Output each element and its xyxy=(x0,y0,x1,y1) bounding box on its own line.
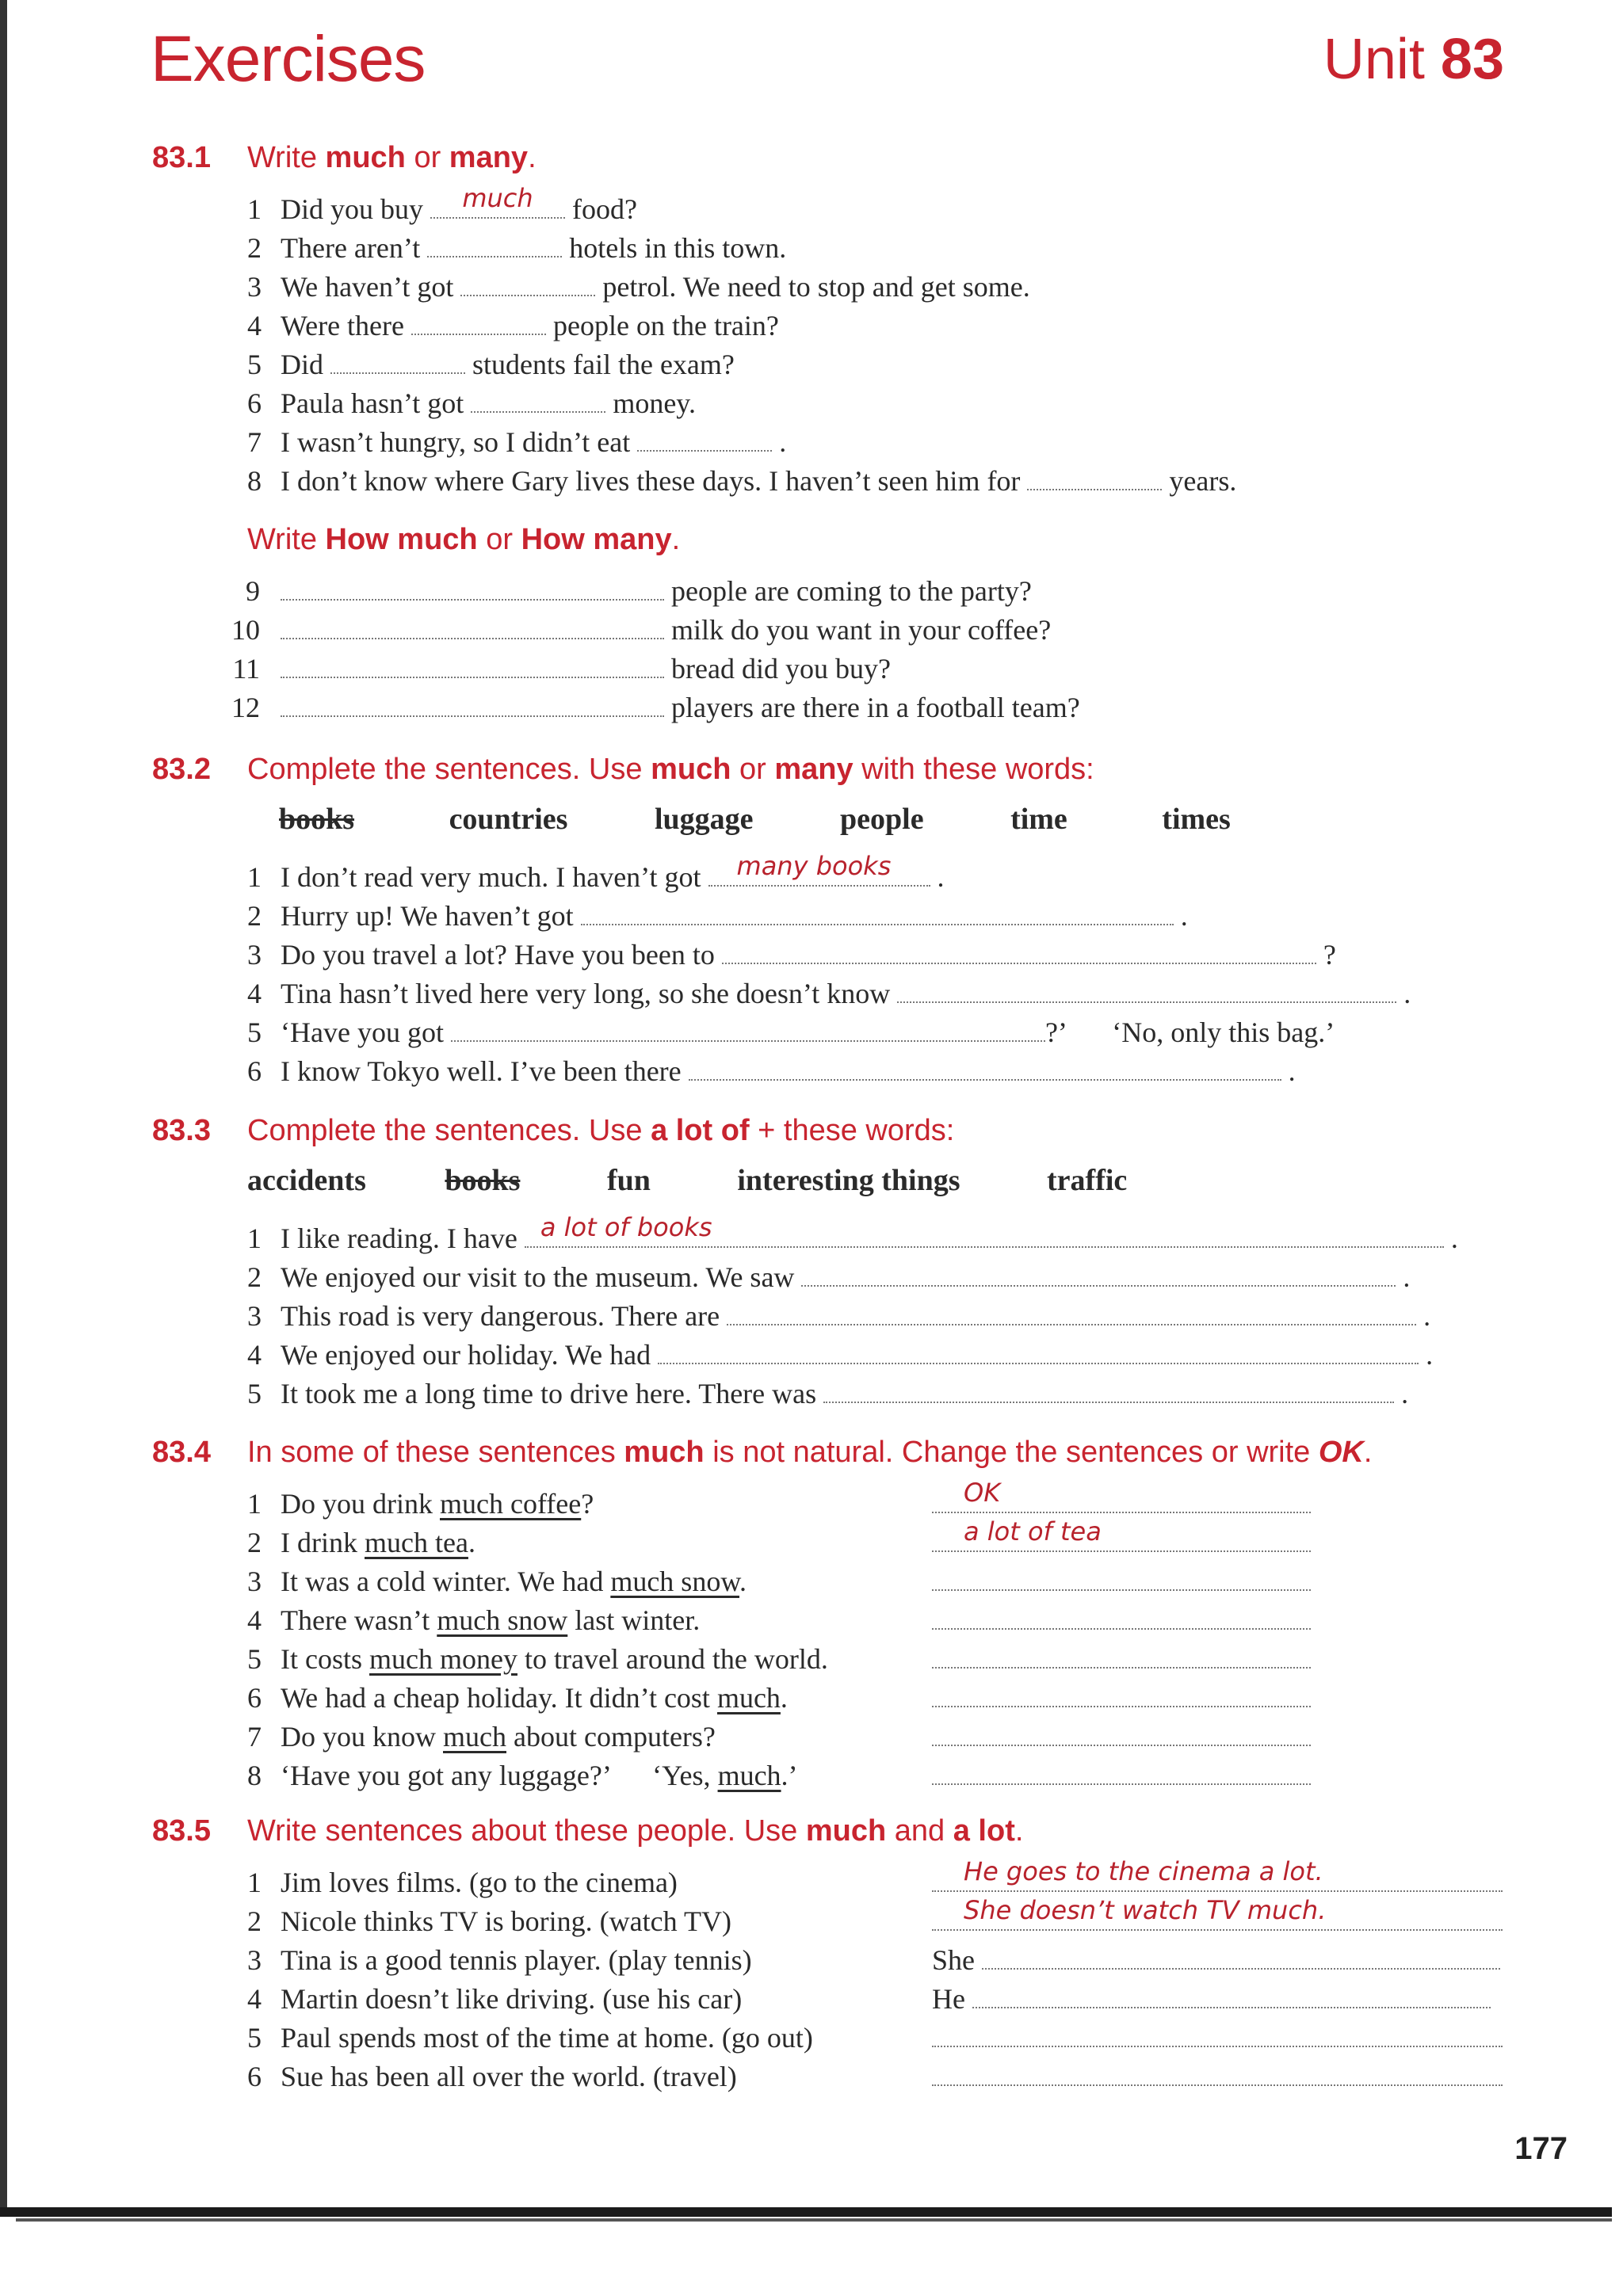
exercise-item: 3 Do you travel a lot? Have you been to ? xyxy=(247,939,1336,971)
exercise-item: 4 Were there people on the train? xyxy=(247,310,779,341)
exercise-instruction: Write sentences about these people. Use much and a lot. xyxy=(247,1814,1024,1848)
answer-blank[interactable] xyxy=(281,575,664,601)
answer-line xyxy=(932,1601,1311,1639)
exercise-number: 83.1 xyxy=(152,141,211,174)
word: fun xyxy=(606,1164,651,1197)
exercise-item: 4 There wasn’t much snow last winter. xyxy=(247,1604,701,1636)
answer-blank[interactable] xyxy=(581,900,1174,925)
exercise-item: 5 Paul spends most of the time at home. (go out) xyxy=(247,2022,813,2054)
answer-blank[interactable] xyxy=(689,1055,1281,1081)
exercise-item: 6 I know Tokyo well. I’ve been there . xyxy=(247,1055,1296,1087)
answer-blank[interactable] xyxy=(330,349,465,374)
word: accidents xyxy=(247,1164,366,1197)
answer-line xyxy=(932,1516,1311,1562)
exercise-instruction: Complete the sentences. Use much or many with these words: xyxy=(247,753,1094,786)
answer-line xyxy=(932,1640,1311,1678)
answer-blank[interactable] xyxy=(727,1300,1416,1325)
exercise-item: 2 We enjoyed our visit to the museum. We saw . xyxy=(247,1261,1411,1293)
answer-line xyxy=(932,2019,1503,2057)
exercise-item: 7 Do you know much about computers? xyxy=(247,1721,716,1753)
unit-label: Unit xyxy=(1323,28,1425,91)
handwritten-answer: a lot of books xyxy=(540,1212,712,1242)
exercise-item: 9 people are coming to the party? xyxy=(246,575,1032,607)
exercise-number: 83.5 xyxy=(152,1814,211,1848)
answer-blank[interactable] xyxy=(281,614,664,639)
exercise-instruction: Complete the sentences. Use a lot of + these words: xyxy=(247,1114,955,1147)
exercise-item: 2 I drink much tea. xyxy=(247,1527,475,1558)
exercise-item: 3 This road is very dangerous. There are . xyxy=(247,1300,1431,1332)
word-box xyxy=(247,802,1231,837)
exercise-item: 2 Nicole thinks TV is boring. (watch TV) xyxy=(247,1905,731,1937)
exercise-item: 3 Tina is a good tennis player. (play tennis) xyxy=(247,1944,752,1976)
exercise-item: 4 We enjoyed our holiday. We had . xyxy=(247,1339,1434,1371)
answer-line xyxy=(932,2058,1503,2096)
answer-blank[interactable] xyxy=(411,310,546,335)
word: people xyxy=(840,803,924,836)
exercise-item: 8 I don’t know where Gary lives these days. I haven’t seen him for years. xyxy=(247,465,1237,497)
bottom-rule-thin xyxy=(16,2218,1612,2222)
answer-blank[interactable] xyxy=(637,426,772,452)
handwritten-answer: a lot of tea xyxy=(964,1516,1102,1547)
answer-blank[interactable] xyxy=(932,1478,1311,1513)
answer-blank[interactable] xyxy=(932,1760,1311,1785)
exercise-item: 6 We had a cheap holiday. It didn’t cost much. xyxy=(247,1682,788,1714)
answer-blank[interactable] xyxy=(932,2061,1503,2086)
exercise-item: 8 ‘Have you got any luggage?’ ‘Yes, much.’ xyxy=(247,1760,798,1791)
answer-blank[interactable] xyxy=(932,1856,1503,1892)
exercise-item: 10 milk do you want in your coffee? xyxy=(231,614,1052,646)
exercise-item: 4 Martin doesn’t like driving. (use his car) xyxy=(247,1983,743,2015)
answer-blank[interactable] xyxy=(722,939,1316,964)
answer-blank[interactable] xyxy=(471,387,605,413)
exercise-instruction: In some of these sentences much is not natural. Change the sentences or write OK. xyxy=(247,1436,1373,1469)
exercise-item: 4 Tina hasn’t lived here very long, so she doesn’t know . xyxy=(247,978,1411,1009)
answer-line: He xyxy=(932,1980,1491,2018)
exercise-item: 5 It costs much money to travel around the world. xyxy=(247,1643,828,1675)
word: luggage xyxy=(654,803,754,836)
exercise-number: 83.3 xyxy=(152,1114,211,1147)
answer-blank[interactable] xyxy=(281,692,664,717)
handwritten-answer: many books xyxy=(736,851,892,881)
answer-blank[interactable] xyxy=(932,1566,1311,1591)
answer-blank[interactable] xyxy=(708,851,930,887)
answer-blank[interactable] xyxy=(932,1516,1311,1552)
answer-blank[interactable] xyxy=(932,1682,1311,1707)
answer-blank[interactable] xyxy=(972,1983,1491,2008)
answer-blank[interactable] xyxy=(932,1721,1311,1746)
exercise-item: 1 Jim loves films. (go to the cinema) xyxy=(247,1867,678,1898)
page-number: 177 xyxy=(1514,2131,1568,2166)
answer-line xyxy=(932,1718,1311,1756)
handwritten-answer: much xyxy=(462,183,533,213)
exercise-item: 1 I don’t read very much. I haven’t got many books . xyxy=(247,858,945,896)
word: times xyxy=(1162,803,1231,836)
exercise-item: 7 I wasn’t hungry, so I didn’t eat . xyxy=(247,426,787,458)
page-title: Exercises xyxy=(151,23,426,95)
answer-blank[interactable] xyxy=(801,1261,1396,1287)
exercise-item: 5 Did students fail the exam? xyxy=(247,349,735,380)
answer-line xyxy=(932,1679,1311,1717)
answer-blank[interactable] xyxy=(932,1604,1311,1630)
exercise-item: 1 Did you buy much food? xyxy=(247,190,637,228)
exercise-instruction: Write How much or How many. xyxy=(247,523,681,556)
answer-blank[interactable] xyxy=(982,1944,1500,1970)
exercise-item: 5 ‘Have you got ?’ ‘No, only this bag.’ xyxy=(247,1016,1335,1048)
word: time xyxy=(1010,803,1067,836)
exercise-item: 5 It took me a long time to drive here. There was . xyxy=(247,1378,1409,1409)
exercise-item: 6 Paula hasn’t got money. xyxy=(247,387,696,419)
answer-blank[interactable] xyxy=(281,653,664,678)
word: books xyxy=(445,1164,521,1197)
binding-edge xyxy=(0,0,7,2210)
answer-line xyxy=(932,1756,1311,1794)
word: countries xyxy=(449,803,568,836)
exercise-item: 2 There aren’t hotels in this town. xyxy=(247,232,787,264)
answer-blank[interactable] xyxy=(932,2022,1503,2047)
handwritten-answer: OK xyxy=(964,1478,1001,1508)
unit-number: 83 xyxy=(1440,28,1504,91)
handwritten-answer: He goes to the cinema a lot. xyxy=(964,1856,1323,1886)
answer-blank[interactable] xyxy=(658,1339,1419,1364)
answer-blank[interactable] xyxy=(932,1895,1503,1931)
answer-blank[interactable] xyxy=(1027,465,1162,490)
exercise-item: 6 Sue has been all over the world. (travel) xyxy=(247,2061,737,2092)
answer-blank[interactable] xyxy=(932,1643,1311,1669)
word-box xyxy=(247,1163,1127,1198)
exercise-item: 1 Do you drink much coffee? xyxy=(247,1488,594,1520)
word: books xyxy=(279,803,355,836)
handwritten-answer: She doesn’t watch TV much. xyxy=(964,1895,1327,1925)
bottom-rule xyxy=(0,2207,1612,2217)
answer-line xyxy=(932,1895,1503,1940)
exercise-item: 3 It was a cold winter. We had much snow. xyxy=(247,1566,747,1597)
word: interesting things xyxy=(737,1164,960,1197)
answer-blank[interactable] xyxy=(460,271,595,296)
answer-blank[interactable] xyxy=(897,978,1396,1003)
exercise-item: 2 Hurry up! We haven’t got . xyxy=(247,900,1188,932)
answer-line: She xyxy=(932,1941,1500,1979)
exercise-item: 3 We haven’t got petrol. We need to stop and get some. xyxy=(247,271,1030,303)
word: traffic xyxy=(1047,1164,1128,1197)
exercise-item: 1 I like reading. I have a lot of books . xyxy=(247,1219,1458,1257)
exercise-number: 83.2 xyxy=(152,753,211,786)
exercise-item: 12 players are there in a football team? xyxy=(231,692,1080,723)
answer-blank[interactable] xyxy=(823,1378,1394,1403)
exercise-item: 11 bread did you buy? xyxy=(232,653,891,685)
answer-blank[interactable] xyxy=(427,232,562,257)
unit-title xyxy=(1323,27,1504,92)
exercise-instruction: Write much or many. xyxy=(247,141,537,174)
answer-blank[interactable] xyxy=(430,183,565,219)
answer-line xyxy=(932,1562,1311,1600)
exercise-number: 83.4 xyxy=(152,1436,211,1469)
answer-blank[interactable] xyxy=(451,1016,1045,1042)
